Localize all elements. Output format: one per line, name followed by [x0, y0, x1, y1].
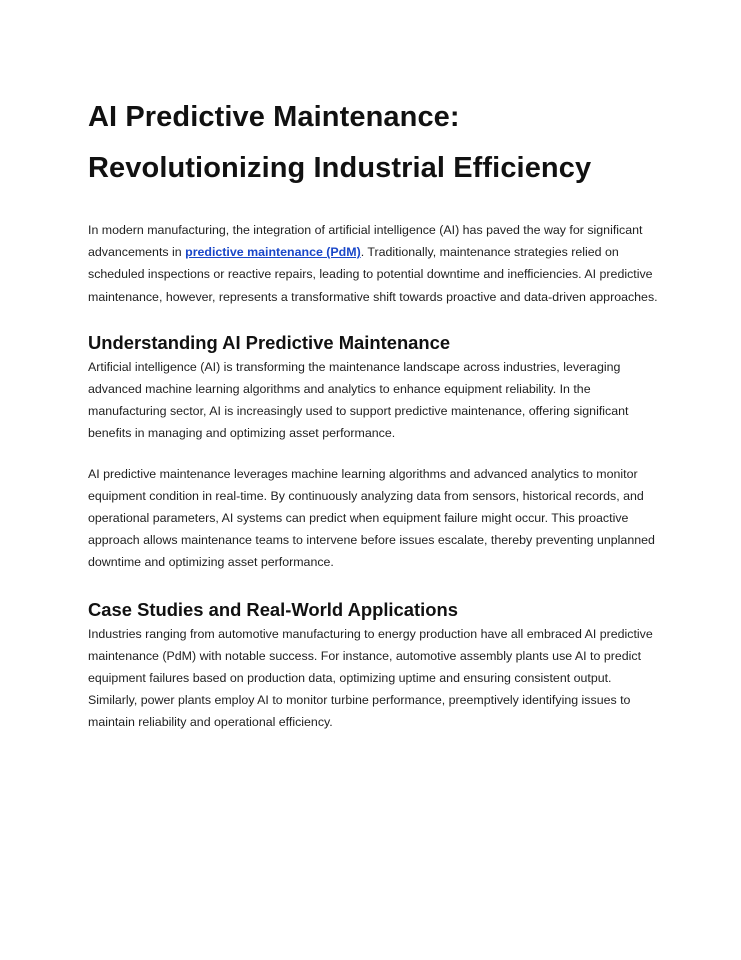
- section-heading-case-studies: Case Studies and Real-World Applications: [88, 598, 458, 620]
- intro-text-after-link: . Traditionally, maintenance strategies relied on scheduled inspections or reactive repairs, leading to potential downtime and inefficiencies. AI predictive maintenance, however, represents a transformative shift towards proactive and data-driven approaches.: [88, 245, 658, 304]
- document-page: [88, 92, 658, 734]
- page-title: [88, 92, 658, 194]
- title-line-2: Revolutionizing Industrial Efficiency: [88, 152, 592, 184]
- section-understanding-paragraph-2: AI predictive maintenance leverages machine learning algorithms and advanced analytics to monitor equipment condition in real-time. By continuously analyzing data from sensors, historical records, and operational parameters, AI systems can predict when equipment failure might occur. This proactive approach allows maintenance teams to intervene before issues escalate, thereby preventing unplanned downtime and optimizing asset performance.: [88, 466, 655, 570]
- intro-text-before-link: In modern manufacturing, the integration of artificial intelligence (AI) has paved the way for significant advancements in: [88, 223, 643, 260]
- intro-paragraph: [88, 219, 658, 308]
- section-heading-understanding: Understanding AI Predictive Maintenance: [88, 331, 451, 353]
- section-understanding-paragraph-1: Artificial intelligence (AI) is transforming the maintenance landscape across industries, leveraging advanced machine learning algorithms and analytics to enhance equipment reliability. In the manufacturing sector, AI is increasingly used to support predictive maintenance, offering significant benefits in managing and optimizing asset performance.: [88, 359, 629, 441]
- title-line-1: AI Predictive Maintenance:: [88, 101, 460, 133]
- section-case-studies-paragraph-1: Industries ranging from automotive manufacturing to energy production have all embraced AI predictive maintenance (PdM) with notable success. For instance, automotive assembly plants use AI to predict equipment failures based on production data, optimizing uptime and ensuring consistent output. Similarly, power plants employ AI to monitor turbine performance, preemptively identifying issues to maintain reliability and operational efficiency.: [88, 626, 653, 730]
- predictive-maintenance-link[interactable]: predictive maintenance (PdM): [185, 245, 361, 260]
